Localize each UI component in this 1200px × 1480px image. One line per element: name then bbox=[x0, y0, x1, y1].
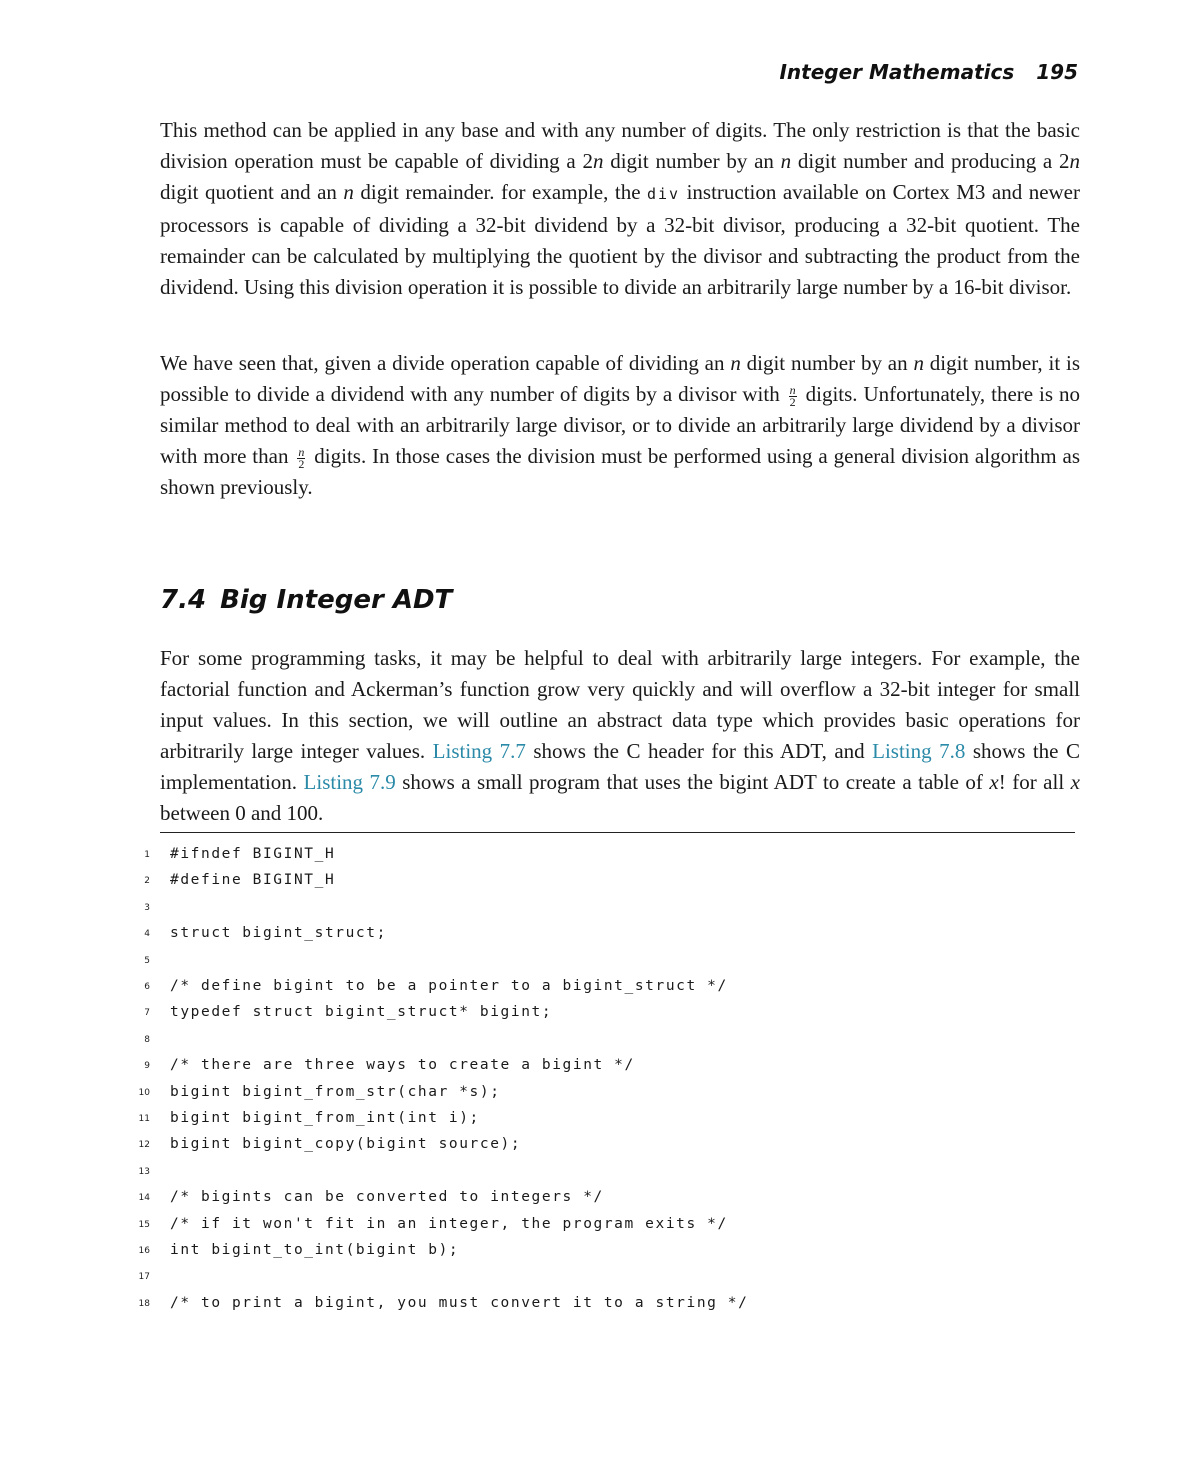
code-text: /* there are three ways to create a bigint */ bbox=[170, 1057, 635, 1074]
code-line bbox=[0, 922, 1200, 948]
var-n: n bbox=[1069, 149, 1080, 173]
listing-7-7-link[interactable]: Listing 7.7 bbox=[432, 739, 526, 763]
line-number: 6 bbox=[144, 982, 150, 992]
var-n: n bbox=[913, 351, 924, 375]
line-number: 10 bbox=[138, 1087, 150, 1098]
listing-7-8-link[interactable]: Listing 7.8 bbox=[872, 739, 966, 763]
para2-text-2: digit number by an bbox=[740, 351, 914, 375]
line-number: 9 bbox=[144, 1061, 150, 1072]
paragraph-bigint-intro bbox=[160, 643, 1080, 829]
code-line bbox=[0, 1213, 1200, 1239]
code-line bbox=[0, 896, 1200, 922]
var-x: x bbox=[989, 770, 999, 794]
code-line bbox=[0, 869, 1200, 895]
line-number: 1 bbox=[144, 850, 150, 860]
code-text: bigint bigint_from_int(int i); bbox=[170, 1110, 480, 1126]
fraction-denominator: 2 bbox=[789, 394, 796, 409]
para3-text-4: shows a small program that uses the bigint ADT to create a table of bbox=[395, 770, 990, 794]
code-text: #ifndef BIGINT_H bbox=[170, 846, 336, 862]
para1-text-1: This method can be applied in any base and with any number of digits. The only restriction is that the basic division operation must be capable of dividing a 2 bbox=[160, 118, 1080, 173]
para3-text-5: ! for all bbox=[998, 770, 1071, 794]
code-line bbox=[0, 1081, 1200, 1107]
para1-text-5: digit remainder. for example, the bbox=[353, 180, 647, 204]
section-title: Big Integer ADT bbox=[220, 585, 453, 615]
line-number: 7 bbox=[144, 1008, 150, 1019]
var-n: n bbox=[780, 149, 792, 173]
para1-text-3: digit number and producing a 2 bbox=[791, 149, 1070, 173]
code-line bbox=[0, 975, 1200, 1001]
paragraph-divisor-limits bbox=[160, 348, 1080, 503]
code-text: /* if it won't fit in an integer, the program exits */ bbox=[170, 1215, 728, 1232]
para1-text-6: instruction available on Cortex M3 and newer processors is capable of dividing a 32-bit dividend by a 32-bit divisor, producing a 32-bit quotient. The remainder can be calculated by multiplying the quotient by the divisor and subtracting the product from the dividend. Using this division operation it is possible to divide an arbitrarily large number by a 16-bit divisor. bbox=[160, 180, 1080, 299]
para2-text-1: We have seen that, given a divide operation capable of dividing an bbox=[160, 351, 731, 375]
line-number: 17 bbox=[138, 1272, 150, 1283]
line-number: 5 bbox=[144, 955, 150, 966]
code-line bbox=[0, 1133, 1200, 1159]
page-number: 195 bbox=[1036, 60, 1078, 84]
code-text: /* define bigint to be a pointer to a bigint_struct */ bbox=[170, 978, 728, 994]
code-line bbox=[0, 1239, 1200, 1265]
listing-7-9-link[interactable]: Listing 7.9 bbox=[303, 770, 396, 794]
code-line bbox=[0, 1292, 1200, 1318]
para3-text-2: shows the C header for this ADT, and bbox=[525, 739, 873, 763]
code-text: int bigint_to_int(bigint b); bbox=[170, 1242, 460, 1258]
code-line bbox=[0, 1001, 1200, 1027]
line-number: 2 bbox=[144, 876, 150, 887]
section-number: 7.4 bbox=[160, 585, 207, 615]
line-number: 13 bbox=[138, 1166, 150, 1177]
code-text: /* to print a bigint, you must convert it to a string */ bbox=[170, 1294, 749, 1311]
para2-text-4: digits. Unfortunately, there is no similar method to deal with an arbitrarily large divisor, or to divide an arbitrarily large dividend by a divisor with more than bbox=[160, 382, 1080, 468]
fraction-numerator: n bbox=[298, 444, 305, 459]
para3-text-1: For some programming tasks, it may be helpful to deal with arbitrarily large integers. For example, the factorial function and Ackerman’s function grow very quickly and will overflow a 32-bit integer for small input values. In this section, we will outline an abstract data type which provides basic operations for arbitrarily large integer values. bbox=[160, 646, 1080, 763]
fraction-numerator: n bbox=[789, 382, 796, 397]
var-n: n bbox=[343, 180, 354, 204]
code-line bbox=[0, 1054, 1200, 1080]
code-line bbox=[0, 1107, 1200, 1133]
line-number: 8 bbox=[144, 1034, 150, 1045]
line-number: 4 bbox=[144, 929, 150, 940]
running-head bbox=[779, 60, 1078, 84]
para1-text-4: digit quotient and an bbox=[160, 180, 344, 204]
para2-text-5: digits. In those cases the division must be performed using a general division algorithm as shown previously. bbox=[160, 444, 1080, 499]
code-text: bigint bigint_copy(bigint source); bbox=[170, 1136, 522, 1153]
listing-top-rule bbox=[160, 832, 1075, 833]
para3-text-3: shows the C implementation. bbox=[160, 739, 1080, 794]
code-text: /* bigints can be converted to integers */ bbox=[170, 1189, 604, 1206]
code-text: #define BIGINT_H bbox=[170, 872, 336, 889]
line-number: 3 bbox=[144, 902, 150, 913]
code-line bbox=[0, 1186, 1200, 1212]
code-line bbox=[0, 949, 1200, 975]
line-number: 12 bbox=[138, 1140, 150, 1151]
running-title: Integer Mathematics bbox=[779, 60, 1015, 84]
para2-text-3: digit number, it is possible to divide a dividend with any number of digits by a divisor with bbox=[160, 351, 1080, 406]
paragraph-division-method bbox=[160, 115, 1080, 303]
code-text: typedef struct bigint_struct* bigint; bbox=[170, 1004, 553, 1021]
line-number: 16 bbox=[138, 1246, 150, 1256]
fraction-n-over-2 bbox=[789, 382, 797, 409]
para3-text-6: between 0 and 100. bbox=[160, 801, 324, 825]
code-text: struct bigint_struct; bbox=[170, 925, 387, 942]
code-line bbox=[0, 1028, 1200, 1054]
line-number: 14 bbox=[138, 1193, 150, 1204]
line-number: 15 bbox=[138, 1219, 150, 1230]
fraction-denominator: 2 bbox=[298, 456, 305, 471]
para1-text-2: digit number by an bbox=[603, 149, 781, 173]
code-line bbox=[0, 1265, 1200, 1291]
section-heading bbox=[160, 585, 452, 615]
code-line bbox=[0, 1160, 1200, 1186]
code-line bbox=[0, 843, 1200, 869]
inline-code-div: div bbox=[647, 185, 681, 203]
line-number: 11 bbox=[138, 1114, 150, 1124]
var-x: x bbox=[1070, 770, 1080, 794]
code-text: bigint bigint_from_str(char *s); bbox=[170, 1083, 501, 1100]
fraction-n-over-2 bbox=[297, 444, 305, 471]
line-number: 18 bbox=[138, 1298, 150, 1309]
var-n: n bbox=[592, 149, 604, 173]
var-n: n bbox=[730, 351, 741, 375]
